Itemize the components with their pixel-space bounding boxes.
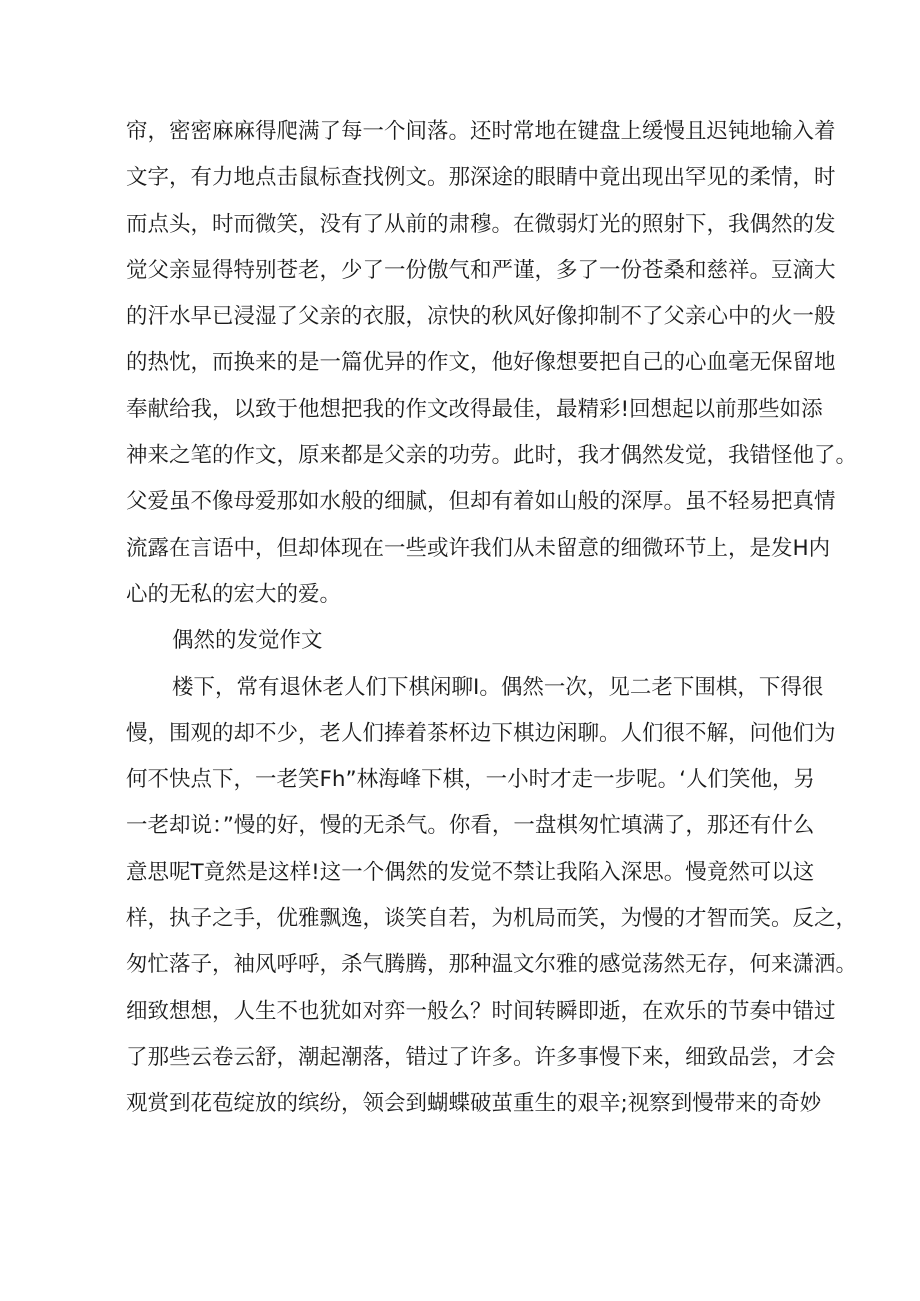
text-line: 而点头，时而微笑，没有了从前的肃穆。在微弱灯光的照射下，我偶然的发 <box>126 211 836 237</box>
text-line: 何不快点下，一老笑Fh”林海峰下棋，一小时才走一步呢。‘人们笑他，另 <box>126 767 815 793</box>
text-line: 意思呢T竟然是这样!这一个偶然的发觉不禁让我陷入深思。慢竟然可以这 <box>126 859 815 885</box>
text-line: 样，执子之手，优雅飘逸，谈笑自若，为机局而笑，为慢的才智而笑。反之， <box>126 906 858 932</box>
text-line: 奉献给我，以致于他想把我的作文改得最佳，最精彩!回想起以前那些如添 <box>126 396 823 422</box>
text-line: 神来之笔的作文，原来都是父亲的功劳。此时，我才偶然发觉，我错怪他了。 <box>126 443 858 469</box>
text-line: 匆忙落子，袖风呼呼，杀气腾腾，那种温文尔雅的感觉荡然无存，何来潇洒。 <box>126 952 858 978</box>
text-line: 文字，有力地点击鼠标查找例文。那深途的眼睛中竟出现出罕见的柔情，时 <box>126 165 836 191</box>
document-body <box>126 109 858 1128</box>
text-line: 细致想想，人生不也犹如对弈一般么？时间转瞬即逝，在欢乐的节奏中错过 <box>126 998 836 1024</box>
text-line: 父爱虽不像母爱那如水般的细腻，但却有着如山般的深厚。虽不轻易把真情 <box>126 489 836 515</box>
text-line: 慢，围观的却不少，老人们捧着茶杯边下棋边闲聊。人们很不解，问他们为 <box>126 720 836 746</box>
text-line: 楼下，常有退休老人们下棋闲聊I。偶然一次，见二老下围棋，下得很 <box>172 674 824 700</box>
text-line: 心的无私的宏大的爱。 <box>126 581 342 607</box>
text-line: 帘，密密麻麻得爬满了每一个间落。还时常地在键盘上缓慢且迟钝地输入着 <box>126 119 836 144</box>
text-line: 观赏到花苞绽放的缤纷，领会到蝴蝶破茧重生的艰辛;视察到慢带来的奇妙 <box>126 1091 822 1117</box>
text-line: 的汗水早已浸湿了父亲的衣服，凉快的秋风好像抑制不了父亲心中的火一般 <box>126 304 836 330</box>
text-line: 流露在言语中，但却体现在一些或许我们从未留意的细微环节上，是发H内 <box>126 535 831 561</box>
text-line: 的热忱，而换来的是一篇优异的作文，他好像想要把自己的心血毫无保留地 <box>126 350 836 376</box>
section-title: 偶然的发觉作文 <box>172 628 323 654</box>
text-line: 了那些云卷云舒，潮起潮落，错过了许多。许多事慢下来，细致品尝，才会 <box>126 1044 836 1070</box>
text-line: 一老却说：”慢的好，慢的无杀气。你看，一盘棋匆忙填满了，那还有什么 <box>126 813 815 839</box>
text-line: 觉父亲显得特别苍老，少了一份傲气和严谨，多了一份苍桑和慈祥。豆滴大 <box>126 257 836 283</box>
